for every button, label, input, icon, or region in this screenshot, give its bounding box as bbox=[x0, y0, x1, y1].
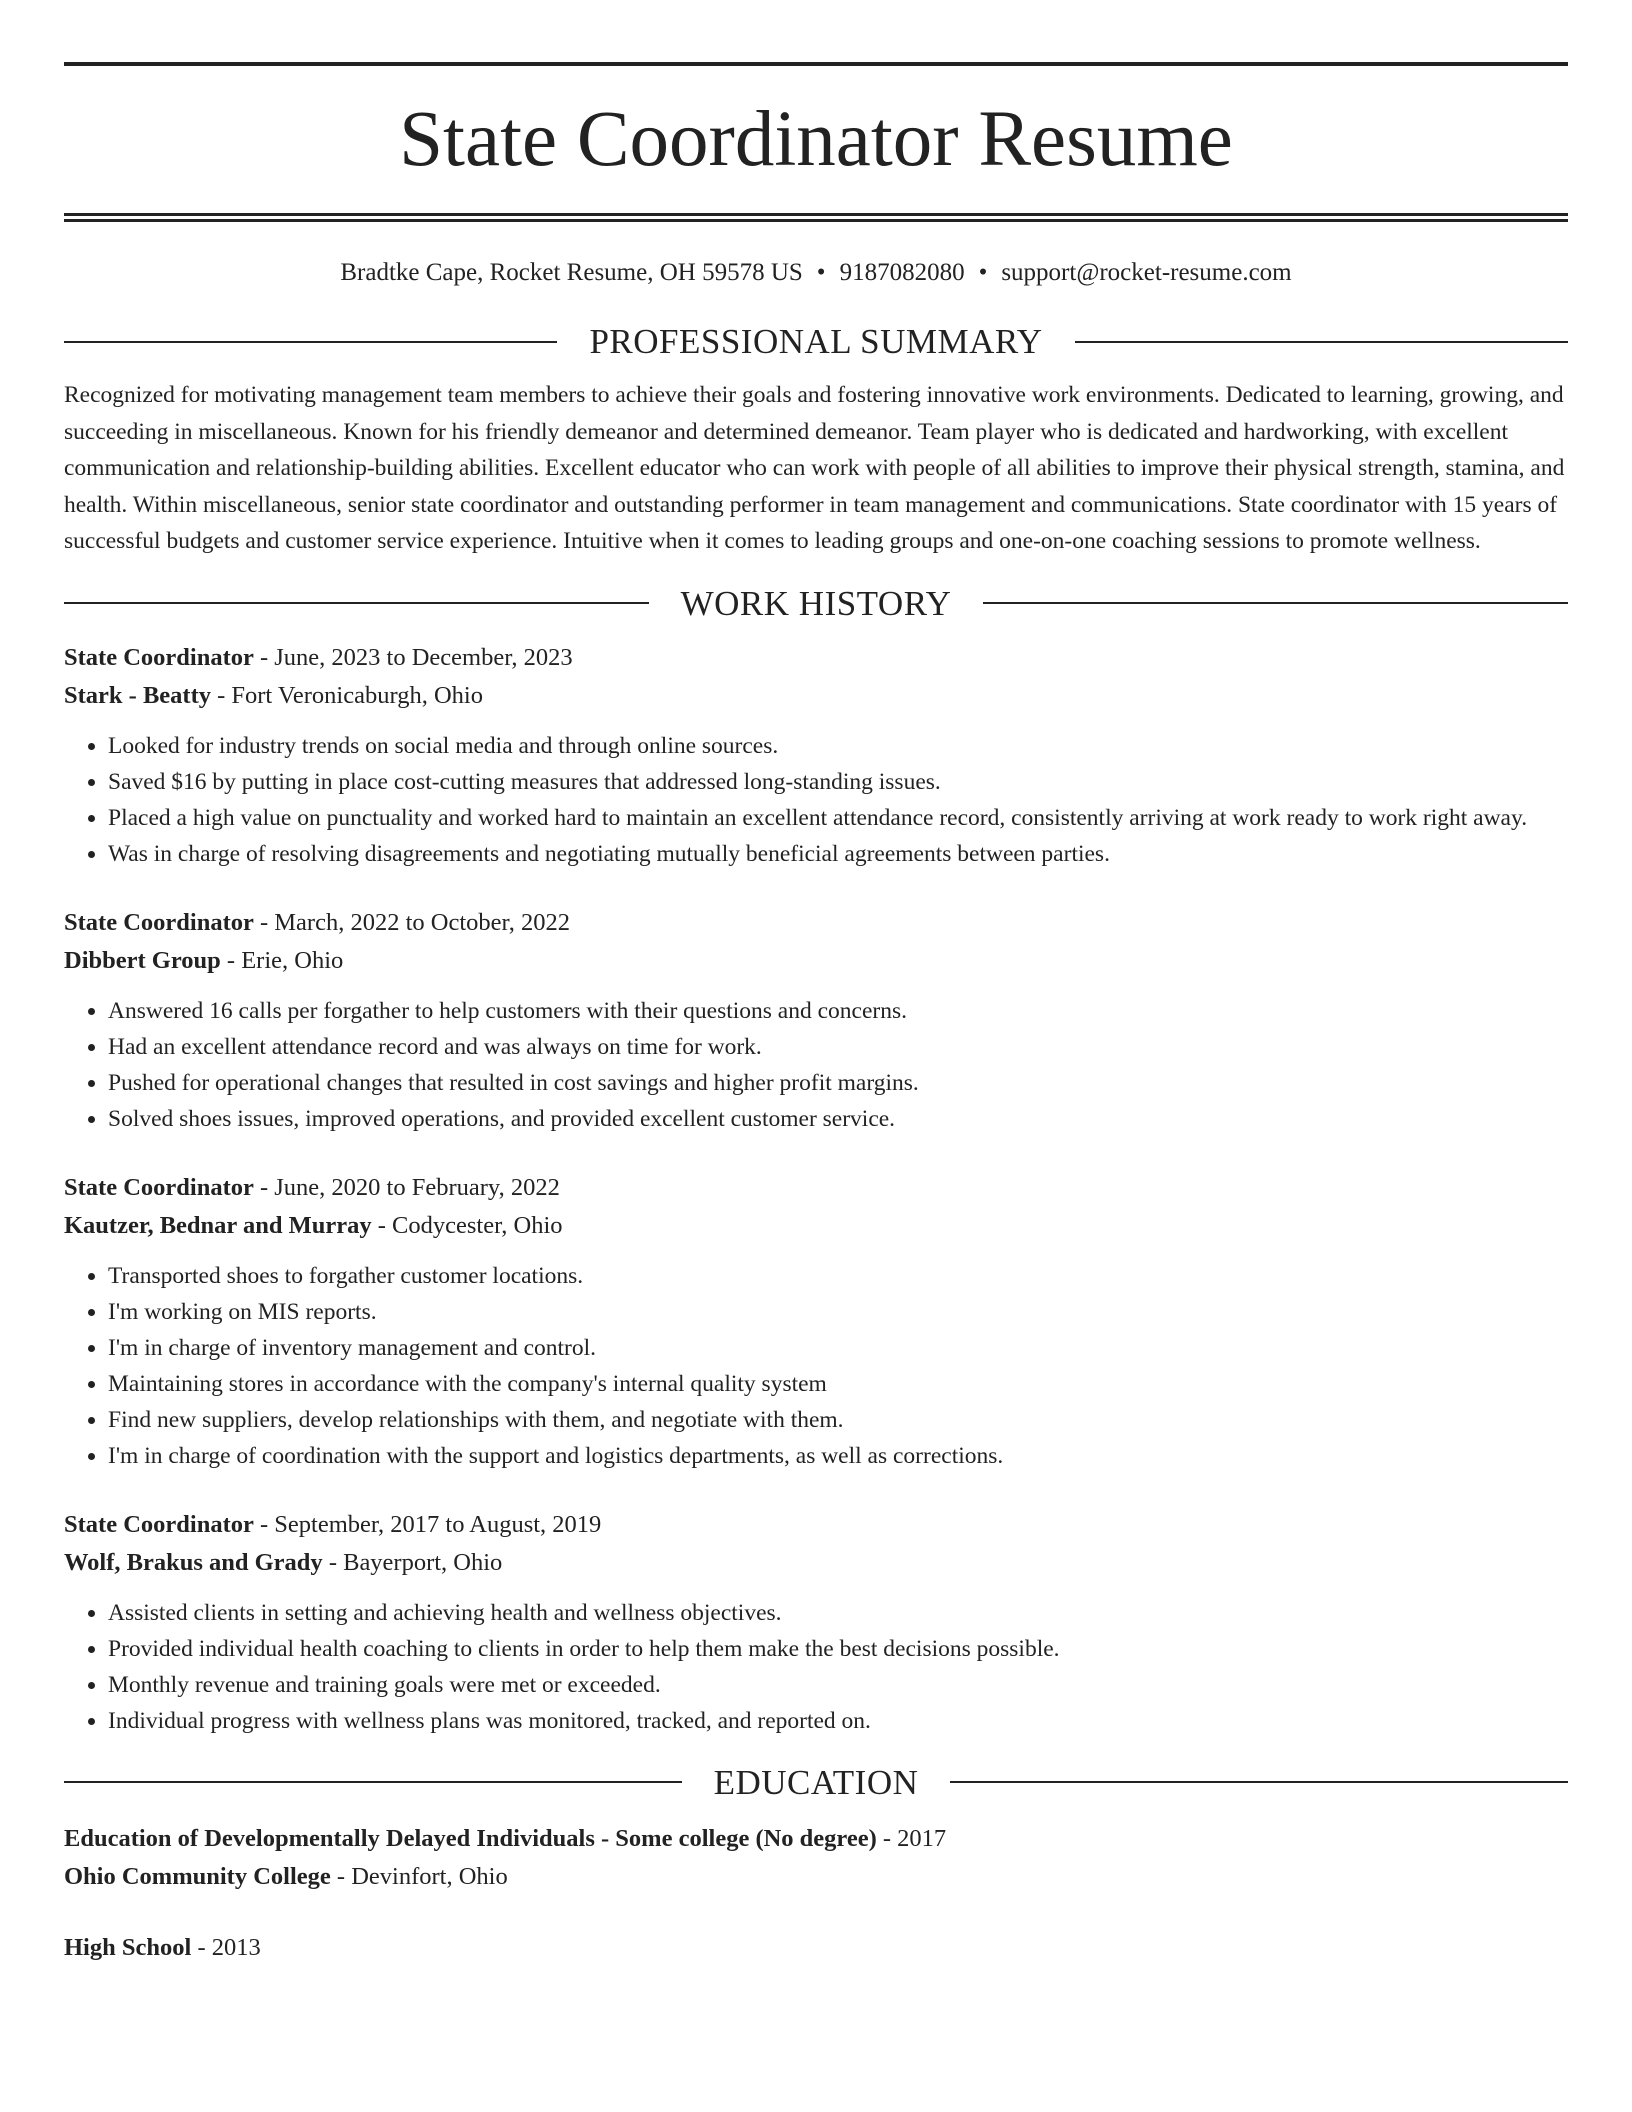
job-company: Kautzer, Bednar and Murray bbox=[64, 1212, 372, 1239]
job-company-line bbox=[64, 677, 1568, 716]
summary-text: Recognized for motivating management team members to achieve their goals and fostering innovative work environments. Dedicated to learning, growing, and succeeding in miscellaneous. Known for his friendly demeanor and determined demeanor. Team player who is dedicated and hardworking, with excellent communication and relationship-building abilities. Excellent educator who can work with people of all abilities to improve their physical strength, stamina, and health. Within miscellaneous, senior state coordinator and outstanding performer in team management and communications. State coordinator with 15 years of successful budgets and customer service experience. Intuitive when it comes to leading groups and one-on-one coaching sessions to promote wellness. bbox=[64, 382, 1565, 554]
job-title-line bbox=[64, 1169, 1568, 1208]
top-rule bbox=[64, 62, 1568, 66]
heading-rule-right bbox=[983, 602, 1568, 604]
work-heading: WORK HISTORY bbox=[680, 583, 952, 623]
job-title: State Coordinator bbox=[64, 908, 254, 936]
contact-separator: • bbox=[816, 259, 826, 286]
section-heading-education bbox=[64, 1762, 1568, 1802]
job-title: State Coordinator bbox=[64, 1510, 254, 1538]
job-dates: - June, 2020 to February, 2022 bbox=[253, 1173, 560, 1201]
job-location: - Erie, Ohio bbox=[220, 947, 344, 974]
job-entry bbox=[64, 1506, 1568, 1739]
job-bullet: • I'm in charge of coordination with the support and logistics departments, as well as corrections. bbox=[108, 1438, 1568, 1474]
education-location: - Devinfort, Ohio bbox=[330, 1863, 508, 1890]
job-entry bbox=[64, 1169, 1568, 1474]
job-bullet: • Solved shoes issues, improved operations, and provided excellent customer service. bbox=[108, 1101, 1568, 1137]
education-list bbox=[64, 1820, 1568, 1968]
job-dates: - March, 2022 to October, 2022 bbox=[253, 908, 570, 936]
heading-rule-left bbox=[64, 1781, 682, 1783]
resume-title: State Coordinator Resume bbox=[399, 96, 1233, 183]
contact-line bbox=[64, 258, 1568, 288]
job-bullet: • I'm in charge of inventory management and control. bbox=[108, 1330, 1568, 1366]
job-bullet: • Pushed for operational changes that resulted in cost savings and higher profit margins. bbox=[108, 1065, 1568, 1101]
job-bullet: • Assisted clients in setting and achieving health and wellness objectives. bbox=[108, 1595, 1568, 1631]
job-bullet: • Saved $16 by putting in place cost-cutting measures that addressed long-standing issues. bbox=[108, 764, 1568, 800]
job-title: State Coordinator bbox=[64, 643, 254, 671]
work-history-list bbox=[64, 639, 1568, 1739]
job-bullet: • Had an excellent attendance record and was always on time for work. bbox=[108, 1029, 1568, 1065]
contact-phone: 9187082080 bbox=[839, 259, 965, 286]
job-dates: - September, 2017 to August, 2019 bbox=[253, 1510, 602, 1538]
education-school: Ohio Community College bbox=[64, 1863, 331, 1890]
job-company: Stark - Beatty bbox=[64, 682, 211, 709]
job-location: - Codycester, Ohio bbox=[371, 1212, 563, 1239]
education-entry bbox=[64, 1820, 1568, 1897]
job-title-line bbox=[64, 639, 1568, 678]
job-bullets bbox=[64, 1258, 1568, 1474]
education-entry bbox=[64, 1929, 1568, 1968]
education-degree-line bbox=[64, 1929, 1568, 1968]
section-heading-summary bbox=[64, 324, 1568, 359]
job-bullets bbox=[64, 1595, 1568, 1739]
heading-rule-left bbox=[64, 602, 649, 604]
job-company: Dibbert Group bbox=[64, 947, 221, 974]
job-bullet: • Answered 16 calls per forgather to help customers with their questions and concerns. bbox=[108, 993, 1568, 1029]
job-bullet: • Was in charge of resolving disagreements and negotiating mutually beneficial agreements between parties. bbox=[108, 836, 1568, 872]
job-company-line bbox=[64, 942, 1568, 981]
title-double-rule bbox=[64, 213, 1568, 222]
summary-heading: PROFESSIONAL SUMMARY bbox=[589, 322, 1043, 361]
job-location: - Fort Veronicaburgh, Ohio bbox=[210, 682, 483, 709]
section-heading-work bbox=[64, 583, 1568, 623]
contact-email: support@rocket-resume.com bbox=[1001, 259, 1292, 286]
heading-rule-right bbox=[950, 1781, 1568, 1783]
job-entry bbox=[64, 904, 1568, 1137]
job-title-line bbox=[64, 1506, 1568, 1545]
education-heading: EDUCATION bbox=[713, 1762, 919, 1802]
job-bullet: • Placed a high value on punctuality and worked hard to maintain an excellent attendance record, consistently arriving at work ready to work right away. bbox=[108, 800, 1568, 836]
job-bullet: • Individual progress with wellness plans was monitored, tracked, and reported on. bbox=[108, 1703, 1568, 1739]
education-degree: High School bbox=[64, 1933, 192, 1961]
heading-rule-left bbox=[64, 341, 557, 343]
job-bullet: • Looked for industry trends on social media and through online sources. bbox=[108, 728, 1568, 764]
job-company: Wolf, Brakus and Grady bbox=[64, 1549, 323, 1576]
job-title: State Coordinator bbox=[64, 1173, 254, 1201]
education-degree-line bbox=[64, 1820, 1568, 1859]
job-company-line bbox=[64, 1207, 1568, 1246]
job-dates: - June, 2023 to December, 2023 bbox=[253, 643, 573, 671]
education-year: - 2017 bbox=[876, 1824, 947, 1852]
job-company-line bbox=[64, 1544, 1568, 1583]
job-location: - Bayerport, Ohio bbox=[322, 1549, 503, 1576]
contact-separator: • bbox=[978, 259, 988, 286]
job-bullet: • Find new suppliers, develop relationships with them, and negotiate with them. bbox=[108, 1402, 1568, 1438]
job-bullet: • I'm working on MIS reports. bbox=[108, 1294, 1568, 1330]
job-bullets bbox=[64, 993, 1568, 1137]
heading-rule-right bbox=[1075, 341, 1568, 343]
education-degree: Education of Developmentally Delayed Individuals - Some college (No degree) bbox=[64, 1824, 877, 1852]
job-bullet: • Monthly revenue and training goals were met or exceeded. bbox=[108, 1667, 1568, 1703]
job-bullet: • Transported shoes to forgather customer locations. bbox=[108, 1258, 1568, 1294]
education-school-line bbox=[64, 1858, 1568, 1897]
job-title-line bbox=[64, 904, 1568, 943]
job-bullets bbox=[64, 728, 1568, 872]
contact-address: Bradtke Cape, Rocket Resume, OH 59578 US bbox=[340, 259, 803, 286]
job-entry bbox=[64, 639, 1568, 872]
education-year: - 2013 bbox=[191, 1933, 261, 1961]
job-bullet: • Maintaining stores in accordance with the company's internal quality system bbox=[108, 1366, 1568, 1402]
job-bullet: • Provided individual health coaching to clients in order to help them make the best decisions possible. bbox=[108, 1631, 1568, 1667]
